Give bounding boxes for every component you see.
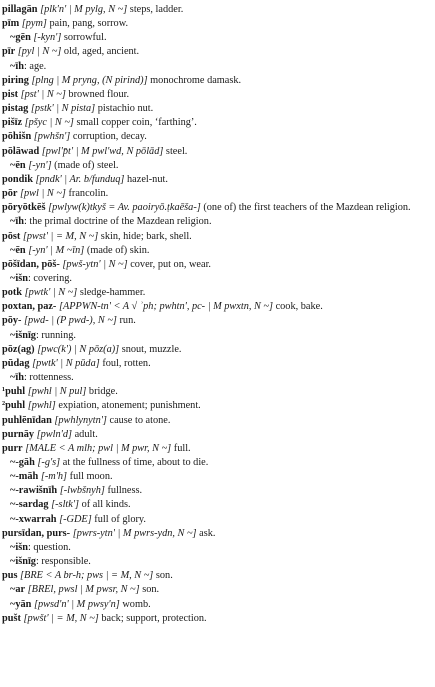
gloss: sledge-hammer. bbox=[77, 287, 146, 299]
dictionary-entry bbox=[2, 116, 433, 130]
transcription: [-m'h] bbox=[40, 471, 68, 483]
dictionary-entry bbox=[2, 187, 433, 201]
headword: potk bbox=[2, 287, 23, 299]
transcription: [pst' | N ~] bbox=[20, 88, 66, 100]
gloss: (made of) steel. bbox=[51, 159, 119, 171]
transcription: [-yn' | M ~īn] bbox=[28, 244, 85, 256]
gloss: full moon. bbox=[67, 471, 113, 483]
sub-entry bbox=[2, 60, 433, 74]
headword: ~gēn bbox=[10, 32, 31, 44]
headword: ~ar bbox=[10, 584, 26, 596]
gloss: : age. bbox=[23, 60, 47, 72]
transcription: [pwtk' | N pūda] bbox=[32, 357, 100, 369]
gloss: : covering. bbox=[27, 272, 72, 284]
headword: ¹puhl bbox=[2, 386, 26, 398]
dictionary-entry bbox=[2, 74, 433, 88]
headword: pistag bbox=[2, 103, 29, 115]
headword: ~ēn bbox=[10, 244, 26, 256]
transcription: [APPWN-tn' < A √ ʾph; pwhtn', pc- | M pwxtn, N ~] bbox=[58, 301, 274, 313]
headword: pōr bbox=[2, 188, 18, 200]
sub-entry bbox=[2, 272, 433, 286]
gloss: pistachio nut. bbox=[95, 103, 154, 115]
sub-entry bbox=[2, 583, 433, 597]
gloss: back; support, protection. bbox=[98, 612, 207, 624]
dictionary-entry bbox=[2, 102, 433, 116]
sub-entry bbox=[2, 244, 433, 258]
headword: piring bbox=[2, 74, 29, 86]
transcription: [-lwbšnyh] bbox=[59, 485, 105, 497]
sub-entry bbox=[2, 541, 433, 555]
headword: pōst bbox=[2, 230, 21, 242]
dictionary-entry bbox=[2, 399, 433, 413]
transcription: [-g's] bbox=[37, 457, 61, 468]
headword: ~-sardag bbox=[10, 499, 49, 511]
transcription: [pwhšn'] bbox=[33, 131, 71, 143]
gloss: pain, pang, sorrow. bbox=[46, 18, 129, 30]
sub-entry bbox=[2, 598, 433, 612]
transcription: [plk'n' | M pylg, N ~] bbox=[40, 4, 128, 15]
headword: pus bbox=[2, 570, 18, 582]
gloss: fullness. bbox=[104, 485, 143, 497]
transcription: [-GDE] bbox=[59, 513, 92, 525]
transcription: [pšyc | N ~] bbox=[24, 117, 74, 129]
headword: ~-gāh bbox=[10, 457, 35, 468]
dictionary-entry bbox=[2, 343, 433, 357]
gloss: small copper coin, ‘farthing’. bbox=[73, 117, 197, 129]
transcription: [pwtk' | N ~] bbox=[24, 287, 78, 299]
transcription: [pwd- | (P pwd-), N ~] bbox=[24, 315, 117, 327]
gloss: cause to atone. bbox=[106, 414, 171, 426]
gloss: skin, hide; bark, shell. bbox=[98, 230, 192, 242]
transcription: [-yn'] bbox=[28, 159, 52, 171]
sub-entry bbox=[2, 159, 433, 173]
dictionary-entry bbox=[2, 385, 433, 399]
transcription: [pwst' | = M, N ~] bbox=[22, 230, 99, 242]
transcription: [pwln'd] bbox=[36, 428, 73, 440]
dictionary-entry bbox=[2, 428, 433, 442]
transcription: [pstk' | N pista] bbox=[30, 103, 96, 115]
headword: pōhišn bbox=[2, 131, 32, 143]
dictionary-entry bbox=[2, 286, 433, 300]
gloss: adult. bbox=[72, 428, 98, 440]
dictionary-entry bbox=[2, 414, 433, 428]
transcription: [pwl'p̄t' | M pwl'wd, N pōlād] bbox=[41, 145, 164, 157]
transcription: [pwl | N ~] bbox=[20, 188, 66, 200]
headword: purnāy bbox=[2, 428, 35, 440]
headword: ~išn bbox=[10, 272, 28, 284]
transcription: [pndk' | Ar. b/funduq] bbox=[35, 173, 125, 185]
gloss: at the fullness of time, about to die. bbox=[60, 457, 209, 468]
transcription: [-kyn'] bbox=[33, 32, 62, 44]
headword: pōryōtkēš bbox=[2, 202, 46, 214]
dictionary-entry bbox=[2, 300, 433, 314]
sub-entry bbox=[2, 484, 433, 498]
transcription: [plng | M pryng, (N pirind)] bbox=[31, 74, 148, 86]
transcription: [MALE < A mlh; pwl | M pwr, N ~] bbox=[25, 442, 172, 454]
gloss: snout, muzzle. bbox=[119, 343, 182, 355]
transcription: [pwhl] bbox=[27, 400, 56, 412]
gloss: son. bbox=[153, 570, 173, 582]
dictionary-entry bbox=[2, 201, 433, 215]
gloss: hazel-nut. bbox=[124, 173, 168, 185]
headword: ~išnīg bbox=[10, 556, 36, 568]
gloss: corruption, decay. bbox=[70, 131, 147, 143]
gloss: run. bbox=[116, 315, 136, 327]
headword: ²puhl bbox=[2, 400, 26, 412]
gloss: of all kinds. bbox=[79, 499, 131, 511]
transcription: [pwlyw(k)tkyš = Av. paoiryō.ṭkaēša-] bbox=[48, 202, 201, 214]
headword: ~-xwarrah bbox=[10, 513, 57, 525]
transcription: [pwšt' | = M, N ~] bbox=[23, 612, 99, 624]
transcription: [pym] bbox=[21, 18, 47, 30]
transcription: [pwhlynytn'] bbox=[54, 414, 107, 426]
sub-entry bbox=[2, 215, 433, 229]
gloss: steel. bbox=[163, 145, 188, 157]
sub-entry bbox=[2, 513, 433, 527]
gloss: bridge. bbox=[86, 386, 118, 398]
gloss: : question. bbox=[27, 541, 71, 553]
headword: pist bbox=[2, 88, 19, 100]
gloss: steps, ladder. bbox=[127, 4, 184, 15]
headword: pōlāwad bbox=[2, 145, 40, 157]
dictionary-entry bbox=[2, 527, 433, 541]
gloss: cover, put on, wear. bbox=[127, 258, 212, 270]
headword: ~išnīg bbox=[10, 329, 36, 341]
gloss: old, aged, ancient. bbox=[61, 46, 140, 58]
transcription: [pwsd'n' | M pwsy'n] bbox=[33, 598, 120, 610]
dictionary-entry bbox=[2, 258, 433, 272]
headword: ~yān bbox=[10, 598, 32, 610]
transcription: [pwhl | N pul] bbox=[27, 386, 87, 398]
dictionary-entry bbox=[2, 45, 433, 59]
headword: ~išn bbox=[10, 541, 28, 553]
headword: ~-māh bbox=[10, 471, 39, 483]
sub-entry bbox=[2, 456, 433, 470]
dictionary-entry bbox=[2, 17, 433, 31]
headword: pišīz bbox=[2, 117, 23, 129]
transcription: [-sltk'] bbox=[51, 499, 80, 511]
gloss: : rottenness. bbox=[23, 372, 74, 384]
sub-entry bbox=[2, 470, 433, 484]
transcription: [pwš-ytn' | N ~] bbox=[62, 258, 128, 270]
headword: purr bbox=[2, 442, 23, 454]
headword: ~-rawišnīh bbox=[10, 485, 58, 497]
transcription: [BRE < A br-h; pws | = M, N ~] bbox=[20, 570, 154, 582]
dictionary-entry bbox=[2, 612, 433, 626]
headword: pīr bbox=[2, 46, 16, 58]
transcription: [pyl | N ~] bbox=[17, 46, 62, 58]
gloss: francolin. bbox=[65, 188, 109, 200]
headword: ~īh bbox=[10, 216, 24, 228]
headword: ~īh bbox=[10, 372, 24, 384]
gloss: monochrome damask. bbox=[147, 74, 242, 86]
sub-entry bbox=[2, 329, 433, 343]
gloss: full. bbox=[171, 442, 191, 454]
headword: pušt bbox=[2, 612, 21, 624]
headword: poxtan, paz- bbox=[2, 301, 57, 313]
gloss: : responsible. bbox=[35, 556, 91, 568]
gloss: browned flour. bbox=[65, 88, 130, 100]
dictionary-entry bbox=[2, 569, 433, 583]
gloss: ask. bbox=[196, 527, 216, 539]
sub-entry bbox=[2, 555, 433, 569]
headword: pursīdan, purs- bbox=[2, 527, 71, 539]
gloss: (made of) skin. bbox=[84, 244, 150, 256]
gloss: son. bbox=[139, 584, 160, 596]
gloss: sorrowful. bbox=[61, 32, 107, 44]
gloss: : running. bbox=[35, 329, 77, 341]
gloss: expiation, atonement; punishment. bbox=[55, 400, 201, 412]
transcription: [pwc(k') | N pōz(a)] bbox=[37, 343, 120, 355]
gloss: (one of) the first teachers of the Mazdean religion. bbox=[200, 202, 411, 214]
gloss: cook, bake. bbox=[273, 301, 323, 313]
dictionary-entry bbox=[2, 442, 433, 456]
gloss: womb. bbox=[119, 598, 151, 610]
dictionary-entry bbox=[2, 173, 433, 187]
transcription: [BREl, pwsl | M pwsr, N ~] bbox=[27, 584, 140, 596]
dictionary-entry bbox=[2, 145, 433, 159]
dictionary-entry bbox=[2, 357, 433, 371]
headword: ~īh bbox=[10, 60, 24, 72]
dictionary-entry bbox=[2, 230, 433, 244]
dictionary-entry bbox=[2, 88, 433, 102]
headword: ~ēn bbox=[10, 159, 26, 171]
sub-entry bbox=[2, 31, 433, 45]
headword: pōy- bbox=[2, 315, 22, 327]
headword: pōšīdan, pōš- bbox=[2, 258, 60, 270]
dictionary-entry bbox=[2, 3, 433, 17]
sub-entry bbox=[2, 371, 433, 385]
headword: pōz(ag) bbox=[2, 343, 35, 355]
headword: pūdag bbox=[2, 357, 30, 369]
headword: pondik bbox=[2, 173, 33, 185]
gloss: full of glory. bbox=[91, 513, 146, 525]
gloss: foul, rotten. bbox=[99, 357, 151, 369]
gloss: : the primal doctrine of the Mazdean religion. bbox=[23, 216, 212, 228]
transcription: [pwrs-ytn' | M pwrs-ydn, N ~] bbox=[72, 527, 197, 539]
dictionary-entry bbox=[2, 130, 433, 144]
dictionary-entry bbox=[2, 314, 433, 328]
headword: puhlēnīdan bbox=[2, 414, 52, 426]
headword: pīm bbox=[2, 18, 20, 30]
sub-entry bbox=[2, 498, 433, 512]
headword: pillagān bbox=[2, 4, 38, 15]
